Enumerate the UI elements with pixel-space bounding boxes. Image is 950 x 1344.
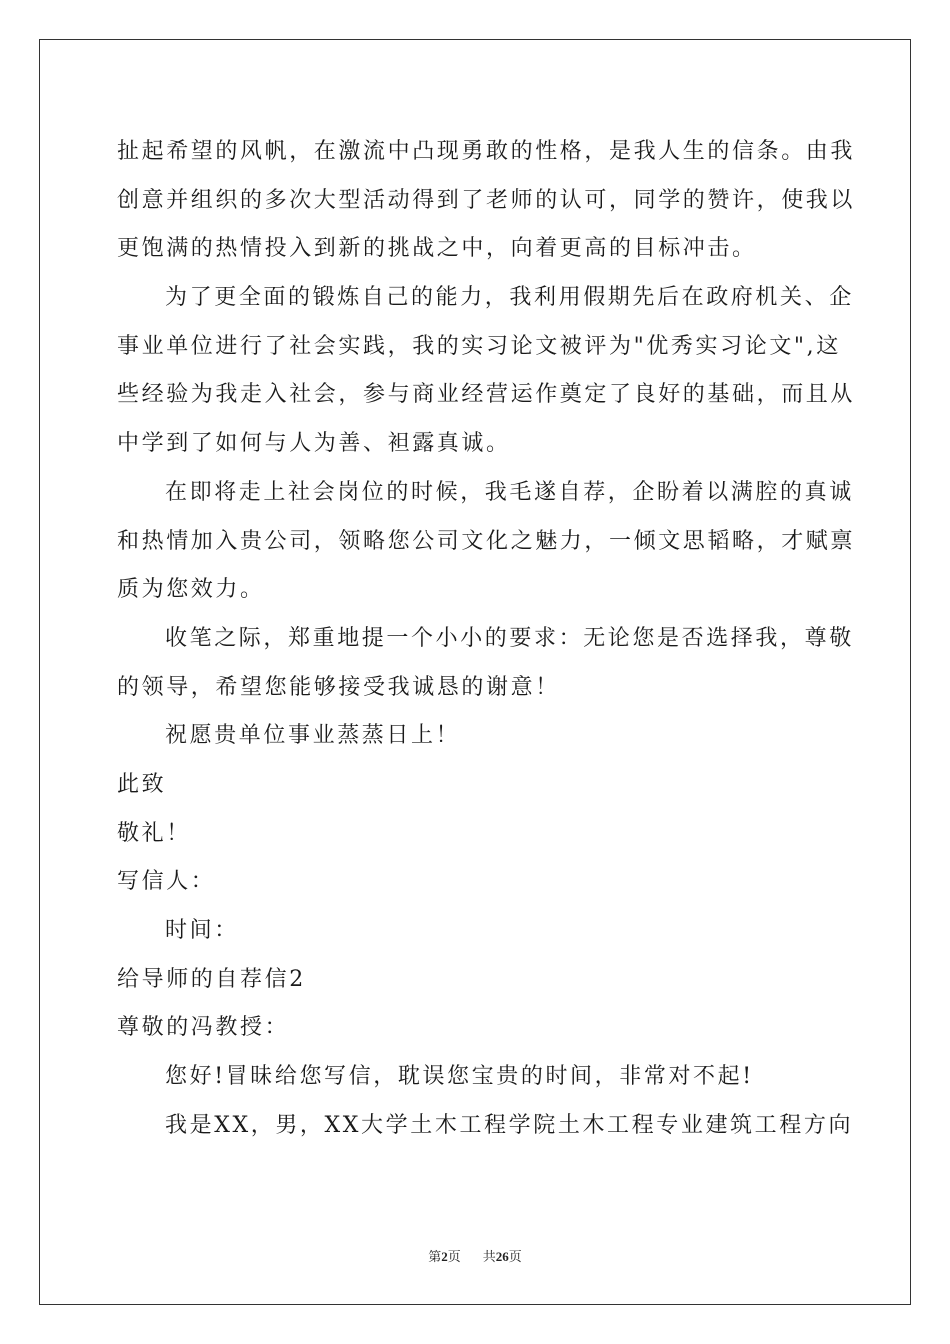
paragraph-start: 为了更全面的锻炼自己的能力，我利用假期先后在政府机关、企 xyxy=(165,285,854,311)
section-title: 给导师的自荐信2 xyxy=(117,966,306,992)
document-body xyxy=(117,128,856,1150)
signature-writer: 写信人： xyxy=(117,869,216,895)
text-line: 些经验为我走入社会，参与商业经营运作奠定了良好的基础，而且从 xyxy=(117,382,856,408)
page-number: 2 xyxy=(441,1249,448,1264)
text-line: 和热情加入贵公司，领略您公司文化之魅力，一倾文思韬略，才赋禀 xyxy=(117,528,856,554)
text-line: 更饱满的热情投入到新的挑战之中，向着更高的目标冲击。 xyxy=(117,236,757,262)
paragraph-start: 我是XX，男，XX大学土木工程学院土木工程专业建筑工程方向 xyxy=(165,1112,854,1138)
paragraph-start: 在即将走上社会岗位的时候，我毛遂自荐，企盼着以满腔的真诚 xyxy=(165,479,854,505)
text-line: 的领导，希望您能够接受我诚恳的谢意！ xyxy=(117,674,560,700)
total-prefix: 共 xyxy=(482,1249,496,1264)
page-prefix: 第 xyxy=(428,1249,442,1264)
letter-greeting: 尊敬的冯教授： xyxy=(117,1015,290,1041)
text-line: 扯起希望的风帆，在激流中凸现勇敢的性格，是我人生的信条。由我 xyxy=(117,139,856,164)
text-line: 中学到了如何与人为善、袒露真诚。 xyxy=(117,431,511,457)
signature-date: 时间： xyxy=(165,918,239,943)
total-pages: 26 xyxy=(495,1249,509,1264)
salutation-ci-zhi: 此致 xyxy=(117,771,167,797)
page-footer xyxy=(0,1246,950,1265)
closing-wish: 祝愿贵单位事业蒸蒸日上！ xyxy=(165,723,461,749)
salutation-jing-li: 敬礼！ xyxy=(117,820,191,846)
text-line: 事业单位进行了社会实践，我的实习论文被评为"优秀实习论文",这 xyxy=(117,333,841,359)
text-line: 创意并组织的多次大型活动得到了老师的认可，同学的赞许，使我以 xyxy=(117,187,856,213)
text-line: 质为您效力。 xyxy=(117,577,265,603)
paragraph-start: 收笔之际，郑重地提一个小小的要求：无论您是否选择我，尊敬 xyxy=(165,625,854,651)
paragraph-start: 您好!冒昧给您写信，耽误您宝贵的时间，非常对不起! xyxy=(165,1064,754,1090)
page-suffix: 页 xyxy=(447,1249,461,1264)
total-suffix: 页 xyxy=(508,1249,522,1264)
